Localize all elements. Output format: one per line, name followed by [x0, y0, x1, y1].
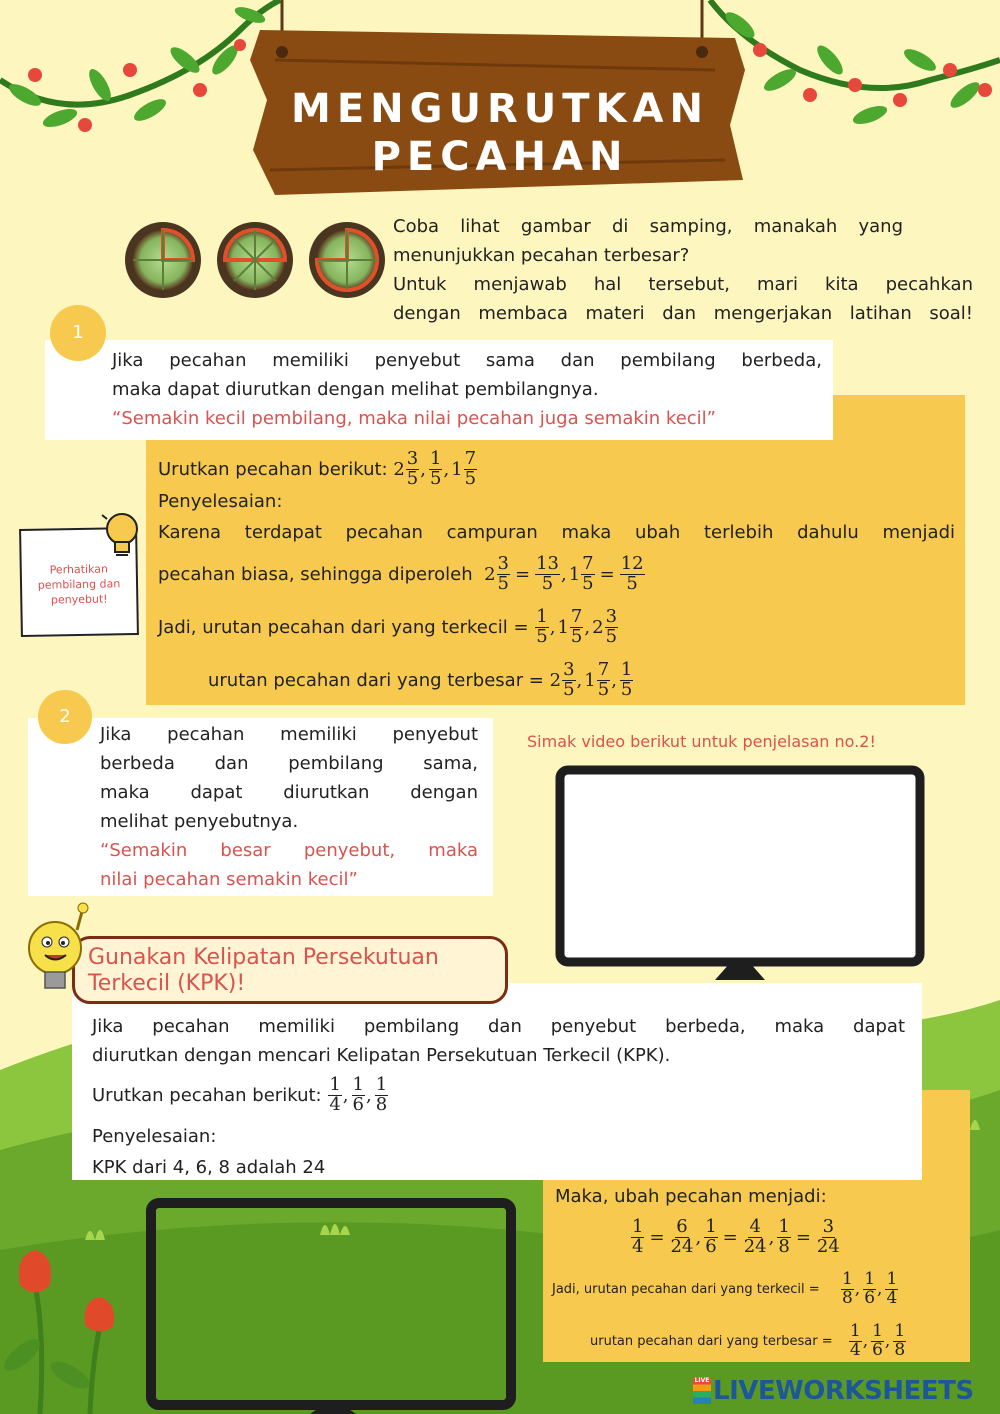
monitor-icon[interactable]	[555, 765, 925, 980]
fraction: 3 5	[406, 447, 419, 489]
section1-example-row: Urutkan pecahan berikut: 2 3 5 , 1 5 , 1 7 5	[158, 447, 477, 489]
fraction: $\frac{13}{5}$	[536, 552, 559, 594]
pie-icon	[125, 220, 385, 300]
fraction-whole: 2	[549, 669, 562, 691]
section1-rule-text	[112, 346, 822, 433]
section1-result-large: urutan pecahan dari yang terbesar =	[208, 669, 544, 691]
section1-convert-row: pecahan biasa, sehingga diperoleh 2 $\frac{3}{5}$ = $\frac{13}{5}$ , 1 $\frac{7}{5}$ = $\frac{12}{5}$	[158, 552, 644, 594]
section2-rule-line-3: maka dapat diurutkan dengan	[100, 782, 478, 803]
section1-solution-label: Penyelesaian:	[158, 491, 283, 512]
fraction: 1 8	[841, 1268, 853, 1308]
fraction: 3 5	[605, 605, 618, 647]
section3-rule-line-1: Jika pecahan memiliki pembilang dan penyebut berbeda, maka dapat	[92, 1016, 905, 1037]
section1-badge	[50, 305, 106, 361]
fraction: 1 4	[886, 1268, 898, 1308]
section3-convert	[552, 1183, 965, 1367]
section2-badge	[38, 690, 92, 744]
fraction: $\frac{7}{5}$	[582, 552, 594, 594]
fraction-whole: 1	[451, 458, 463, 480]
intro-line-3: Untuk menjawab hal tersebut, mari kita pecahkan	[393, 274, 973, 295]
section2-rule-line-2: berbeda dan pembilang sama,	[100, 753, 478, 774]
fraction: $\frac{6}{24}$	[670, 1215, 694, 1257]
fraction: 3 5	[563, 658, 575, 700]
fraction: 1 6	[872, 1320, 883, 1360]
kpk-banner	[72, 936, 508, 1004]
section2-video-hint: Simak video berikut untuk penjelasan no.2!	[527, 732, 876, 751]
section2-quote-line-1: “Semakin besar penyebut, maka	[100, 840, 478, 861]
section3-content	[92, 1012, 905, 1182]
fraction-whole: 2	[484, 563, 496, 585]
fraction: 1 8	[894, 1320, 906, 1360]
intro-text	[393, 212, 973, 328]
fraction: $\frac{1}{8}$	[778, 1215, 790, 1257]
fraction: $\frac{3}{24}$	[816, 1215, 840, 1257]
fraction: $\frac{3}{5}$	[497, 552, 509, 594]
lightbulb-mascot-icon	[15, 900, 95, 1000]
fraction: 7 5	[570, 605, 583, 647]
fraction-whole: 1	[557, 616, 569, 638]
section2-rule-line-1: Jika pecahan memiliki penyebut	[100, 724, 478, 745]
lightbulb-icon	[98, 505, 143, 565]
section1-convert-line-2: pecahan biasa, sehingga diperoleh	[158, 563, 473, 585]
liveworksheets-text: LIVEWORKSHEETS	[713, 1376, 974, 1406]
section2-rule-text	[100, 720, 478, 894]
fraction: 1 6	[352, 1073, 364, 1115]
section3-result-large: urutan pecahan dari yang terbesar =	[590, 1333, 833, 1349]
kpk-banner-line-2: Terkecil (KPK)!	[88, 971, 246, 996]
note-line-2: pembilang dan	[37, 577, 121, 592]
section3-result-small: Jadi, urutan pecahan dari yang terkecil =	[552, 1281, 820, 1297]
kpk-banner-line-1: Gunakan Kelipatan Persekutuan	[88, 945, 439, 970]
intro-line-1: Coba lihat gambar di samping, manakah yang	[393, 216, 903, 237]
fraction: 7 5	[597, 658, 610, 700]
section1-example-label: Urutkan pecahan berikut:	[158, 458, 388, 480]
section1-largest-row: urutan pecahan dari yang terbesar = 2 3 5 , 1 7 5 , 1 5	[208, 658, 633, 700]
section1-smallest-row: Jadi, urutan pecahan dari yang terkecil = $\frac{1}{5}$ , 1 7 5 , 2 3 5	[158, 605, 618, 647]
section3-solution-label: Penyelesaian:	[92, 1126, 217, 1147]
liveworksheets-watermark[interactable]	[693, 1376, 974, 1406]
section1-quote: “Semakin kecil pembilang, maka nilai pecahan juga semakin kecil”	[112, 408, 717, 429]
fraction-whole: 2	[393, 458, 405, 480]
section2-rule-line-4: melihat penyebutnya.	[100, 811, 299, 832]
section3-example-row: Urutkan pecahan berikut: 1 4 , 1 6 , 1 8	[92, 1073, 388, 1115]
monitor-icon[interactable]	[145, 1197, 517, 1414]
section1-example	[158, 446, 958, 706]
intro-line-2: menunjukkan pecahan terbesar?	[393, 245, 690, 266]
section1-badge-number: 1	[72, 322, 84, 343]
section1-rule-line-2: maka dapat diurutkan dengan melihat pembilangnya.	[112, 379, 599, 400]
section3-smallest-row: Jadi, urutan pecahan dari yang terkecil = 1 8 , 1 6 , 1 4	[552, 1268, 898, 1308]
section2-badge-number: 2	[59, 706, 71, 727]
note-line-1: Perhatikan	[49, 562, 109, 577]
fraction-whole: 1	[584, 669, 596, 691]
title-line-1: MENGURUTKAN	[291, 86, 709, 132]
section1-convert-line-1: Karena terdapat pecahan campuran maka ubah terlebih dahulu menjadi	[158, 522, 955, 543]
fraction-whole: 2	[592, 616, 604, 638]
section3-kpk: KPK dari 4, 6, 8 adalah 24	[92, 1157, 326, 1178]
section3-rule-line-2: diurutkan dengan mencari Kelipatan Persekutuan Terkecil (KPK).	[92, 1045, 671, 1066]
section3-convert-row: $\frac{1}{4}$ = $\frac{6}{24}$ , $\frac{1}{6}$ = $\frac{4}{24}$ , $\frac{1}{8}$ = $\frac{3}{24}$	[632, 1215, 840, 1257]
fraction: 1 4	[329, 1073, 341, 1115]
fraction: 1 8	[375, 1073, 388, 1115]
fraction: 1 5	[429, 447, 442, 489]
fraction: 7 5	[464, 447, 477, 489]
flower-icon	[0, 1245, 140, 1414]
fraction: $\frac{1}{4}$	[632, 1215, 644, 1257]
section3-example-label: Urutkan pecahan berikut:	[92, 1084, 322, 1106]
fraction: $\frac{1}{5}$	[536, 605, 548, 647]
section1-rule-line-1: Jika pecahan memiliki penyebut sama dan pembilang berbeda,	[112, 350, 822, 371]
section2-quote-line-2: nilai pecahan semakin kecil”	[100, 869, 358, 890]
fraction-whole: 1	[568, 563, 581, 585]
intro-line-4: dengan membaca materi dan mengerjakan latihan soal!	[393, 303, 973, 324]
fraction: 1 5	[620, 658, 633, 700]
section3-convert-label: Maka, ubah pecahan menjadi:	[555, 1186, 827, 1207]
page-title	[245, 85, 755, 181]
fraction: $\frac{12}{5}$	[620, 552, 644, 594]
fraction: 1 4	[849, 1320, 861, 1360]
fraction: $\frac{1}{6}$	[705, 1215, 717, 1257]
title-line-2: PECAHAN	[371, 134, 629, 180]
fraction: $\frac{4}{24}$	[743, 1215, 767, 1257]
fraction: 1 6	[864, 1268, 876, 1308]
note-line-3: penyebut!	[50, 592, 108, 607]
section1-result-small: Jadi, urutan pecahan dari yang terkecil =	[158, 616, 529, 638]
section3-largest-row: urutan pecahan dari yang terbesar = 1 4 , 1 6 , 1 8	[590, 1320, 906, 1360]
liveworksheets-logo-icon: LIVE	[693, 1378, 711, 1404]
